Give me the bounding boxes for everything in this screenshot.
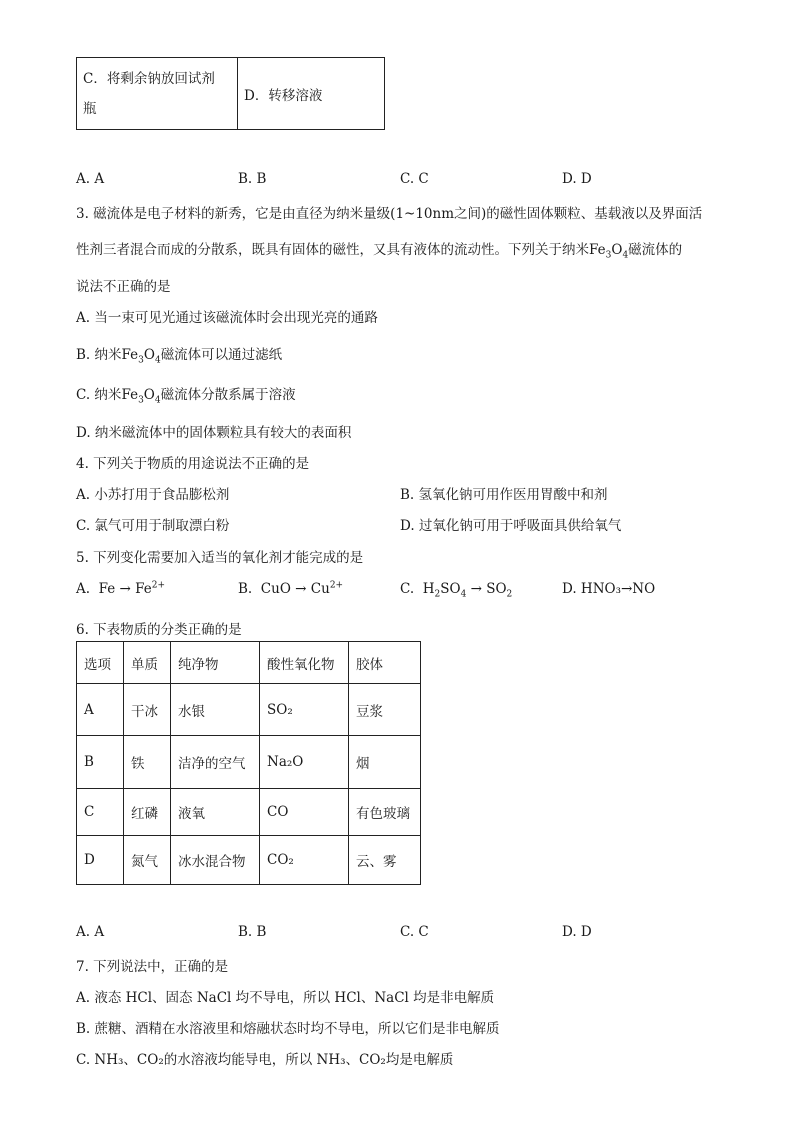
q2-option-table: [76, 57, 385, 130]
q3-option-b: B. 纳米$Fe_3O_4$磁流体可以通过滤纸: [76, 347, 283, 366]
table-cell: CO₂: [260, 836, 349, 885]
q4-option-b: B. 氢氧化钠可用作医用胃酸中和剂: [400, 487, 608, 503]
q4-stem: 4. 下列关于物质的用途说法不正确的是: [76, 456, 310, 472]
q2-option-c-cell: [77, 58, 238, 130]
q6-option-a: A. A: [76, 924, 105, 940]
table-cell: B: [77, 736, 124, 789]
q3-stem-line3: 说法不正确的是: [76, 279, 171, 295]
q6-option-c: C. C: [400, 924, 429, 940]
table-row: [77, 789, 421, 836]
q2-option-a: A. A: [76, 171, 105, 187]
q2-option-c: C. C: [400, 171, 429, 187]
table-cell: 有色玻璃: [349, 789, 421, 836]
table-cell: 水银: [171, 684, 260, 736]
q3-option-d: D. 纳米磁流体中的固体颗粒具有较大的表面积: [76, 425, 352, 441]
q3-option-a: A. 当一束可见光通过该磁流体时会出现光亮的通路: [76, 310, 378, 326]
table-cell: A: [77, 684, 124, 736]
table-cell: 铁: [124, 736, 171, 789]
q7-option-c: C. NH₃、CO₂的水溶液均能导电，所以 NH₃、CO₂均是电解质: [76, 1052, 454, 1068]
q4-option-c: C. 氯气可用于制取漂白粉: [76, 518, 230, 534]
table-cell: SO₂: [260, 684, 349, 736]
table-header-cell: 选项: [77, 642, 124, 684]
q5-stem: 5. 下列变化需要加入适当的氧化剂才能完成的是: [76, 550, 364, 566]
q6-option-b: B. B: [238, 924, 267, 940]
q7-stem: 7. 下列说法中，正确的是: [76, 959, 229, 975]
table-header-cell: 酸性氧化物: [260, 642, 349, 684]
q4-option-a: A. 小苏打用于食品膨松剂: [76, 487, 230, 503]
table-cell: 洁净的空气: [171, 736, 260, 789]
table-cell: 氮气: [124, 836, 171, 885]
table-cell: 豆浆: [349, 684, 421, 736]
q5-option-b: B. CuO → $Cu^{2+}$: [238, 580, 344, 597]
table-cell: 云、雾: [349, 836, 421, 885]
q6-classification-table: [76, 641, 421, 885]
table-cell: 液氧: [171, 789, 260, 836]
q2-option-d: D. D: [562, 171, 592, 187]
table-cell: 冰水混合物: [171, 836, 260, 885]
table-header-cell: 纯净物: [171, 642, 260, 684]
q3-option-c: C. 纳米$Fe_3O_4$磁流体分散系属于溶液: [76, 387, 296, 406]
table-header-row: [77, 642, 421, 684]
q2-option-c-line2: 瓶: [83, 100, 97, 117]
table-row: [77, 836, 421, 885]
table-cell: C: [77, 789, 124, 836]
q2-option-d-cell: D．转移溶液: [238, 58, 385, 130]
q2-option-b: B. B: [238, 171, 267, 187]
table-cell: Na₂O: [260, 736, 349, 789]
fe3o4-formula: $Fe_3O_4$: [589, 242, 629, 261]
table-cell: 红磷: [124, 789, 171, 836]
table-cell: 烟: [349, 736, 421, 789]
q6-stem: 6. 下表物质的分类正确的是: [76, 622, 242, 638]
q3-stem-line1: 3. 磁流体是电子材料的新秀，它是由直径为纳米量级(1~10nm之间)的磁性固体颗粒、基载液以及界面活: [76, 206, 703, 222]
q5-option-c: C. $H_2SO_4 \to SO_2$: [400, 581, 513, 600]
table-header-cell: 单质: [124, 642, 171, 684]
table-cell: CO: [260, 789, 349, 836]
q5-option-a: A. $Fe \to Fe^{2+}$: [76, 580, 166, 597]
q2-option-c-line1: C．将剩余钠放回试剂: [83, 70, 215, 87]
q4-option-d: D. 过氧化钠可用于呼吸面具供给氧气: [400, 518, 622, 534]
q7-option-b: B. 蔗糖、酒精在水溶液里和熔融状态时均不导电，所以它们是非电解质: [76, 1021, 500, 1037]
table-header-cell: 胶体: [349, 642, 421, 684]
table-cell: 干冰: [124, 684, 171, 736]
q6-option-d: D. D: [562, 924, 592, 940]
table-row: [77, 684, 421, 736]
table-cell: D: [77, 836, 124, 885]
q7-option-a: A. 液态 HCl、固态 NaCl 均不导电，所以 HCl、NaCl 均是非电解质: [76, 990, 495, 1006]
q5-option-d: D. HNO₃→NO: [562, 581, 656, 597]
q3-stem-line2: 性剂三者混合而成的分散系，既具有固体的磁性，又具有液体的流动性。下列关于纳米$Fe_3O_4$磁流体的: [76, 242, 683, 261]
table-row: [77, 736, 421, 789]
